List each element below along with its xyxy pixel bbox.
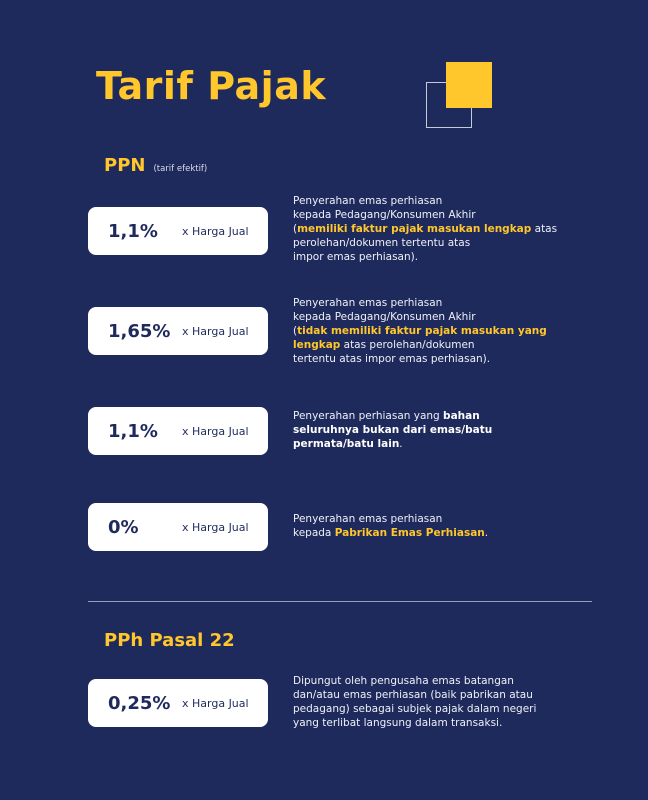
- rate-value: 1,1%: [108, 220, 158, 242]
- desc-line: dan/atau emas perhiasan (baik pabrikan atau: [293, 689, 533, 701]
- highlight-text: Pabrikan Emas Perhiasan: [334, 527, 485, 539]
- desc-line: pedagang) sebagai subjek pajak dalam negeri: [293, 703, 537, 715]
- pph-section-header: [104, 630, 235, 651]
- page-title: Tarif Pajak: [96, 64, 327, 108]
- ppn-rate-row-4: [88, 503, 608, 553]
- ppn-rate-row-3: [88, 407, 608, 457]
- desc-line: (tidak memiliki faktur pajak masukan yang: [293, 325, 547, 337]
- desc-line: Penyerahan emas perhiasan: [293, 195, 443, 207]
- decorative-squares: [426, 62, 492, 128]
- rate-value: 0%: [108, 516, 139, 538]
- pph-title: PPh Pasal 22: [104, 630, 235, 651]
- desc-line: tertentu atas impor emas perhiasan).: [293, 353, 491, 365]
- desc-line: impor emas perhiasan).: [293, 251, 419, 263]
- highlight-text: lengkap: [293, 339, 341, 351]
- bold-text: permata/batu lain: [293, 438, 400, 450]
- ppn-note: (tarif efektif): [153, 164, 208, 174]
- desc-line: (memiliki faktur pajak masukan lengkap atas: [293, 223, 558, 235]
- highlight-text: tidak memiliki faktur pajak masukan yang: [297, 325, 547, 337]
- rate-description: [293, 512, 583, 540]
- desc-line: perolehan/dokumen tertentu atas: [293, 237, 471, 249]
- desc-line: kepada Pedagang/Konsumen Akhir: [293, 209, 476, 221]
- desc-line: seluruhnya bukan dari emas/batu: [293, 424, 493, 436]
- ppn-section-header: [104, 155, 207, 176]
- rate-pill: [88, 307, 268, 355]
- desc-line: Penyerahan emas perhiasan: [293, 513, 443, 525]
- rate-multiplier: x Harga Jual: [182, 520, 249, 534]
- rate-multiplier: x Harga Jual: [182, 324, 249, 338]
- ppn-rate-row-1: [88, 195, 608, 263]
- ppn-title: PPN: [104, 155, 146, 176]
- rate-description: [293, 409, 583, 451]
- desc-line: yang terlibat langsung dalam transaksi.: [293, 717, 503, 729]
- rate-multiplier: x Harga Jual: [182, 424, 249, 438]
- ppn-rate-row-2: [88, 297, 608, 365]
- desc-line: permata/batu lain.: [293, 438, 403, 450]
- rate-description: [293, 296, 583, 366]
- rate-pill: [88, 503, 268, 551]
- rate-value: 0,25%: [108, 692, 171, 714]
- desc-line: lengkap atas perolehan/dokumen: [293, 339, 475, 351]
- rate-pill: [88, 407, 268, 455]
- desc-line: Penyerahan emas perhiasan: [293, 297, 443, 309]
- rate-value: 1,65%: [108, 320, 171, 342]
- rate-value: 1,1%: [108, 420, 158, 442]
- rate-multiplier: x Harga Jual: [182, 696, 249, 710]
- rate-pill: [88, 679, 268, 727]
- rate-multiplier: x Harga Jual: [182, 224, 249, 238]
- yellow-square-shape: [446, 62, 492, 108]
- desc-line: Penyerahan perhiasan yang bahan: [293, 410, 480, 422]
- section-divider: [88, 601, 592, 602]
- desc-line: kepada Pedagang/Konsumen Akhir: [293, 311, 476, 323]
- bold-text: bahan: [443, 410, 480, 422]
- desc-line: Dipungut oleh pengusaha emas batangan: [293, 675, 514, 687]
- desc-line: kepada Pabrikan Emas Perhiasan.: [293, 527, 489, 539]
- rate-description: [293, 674, 583, 730]
- pph-rate-row: [88, 675, 608, 729]
- rate-description: [293, 194, 583, 264]
- rate-pill: [88, 207, 268, 255]
- highlight-text: memiliki faktur pajak masukan lengkap: [297, 223, 532, 235]
